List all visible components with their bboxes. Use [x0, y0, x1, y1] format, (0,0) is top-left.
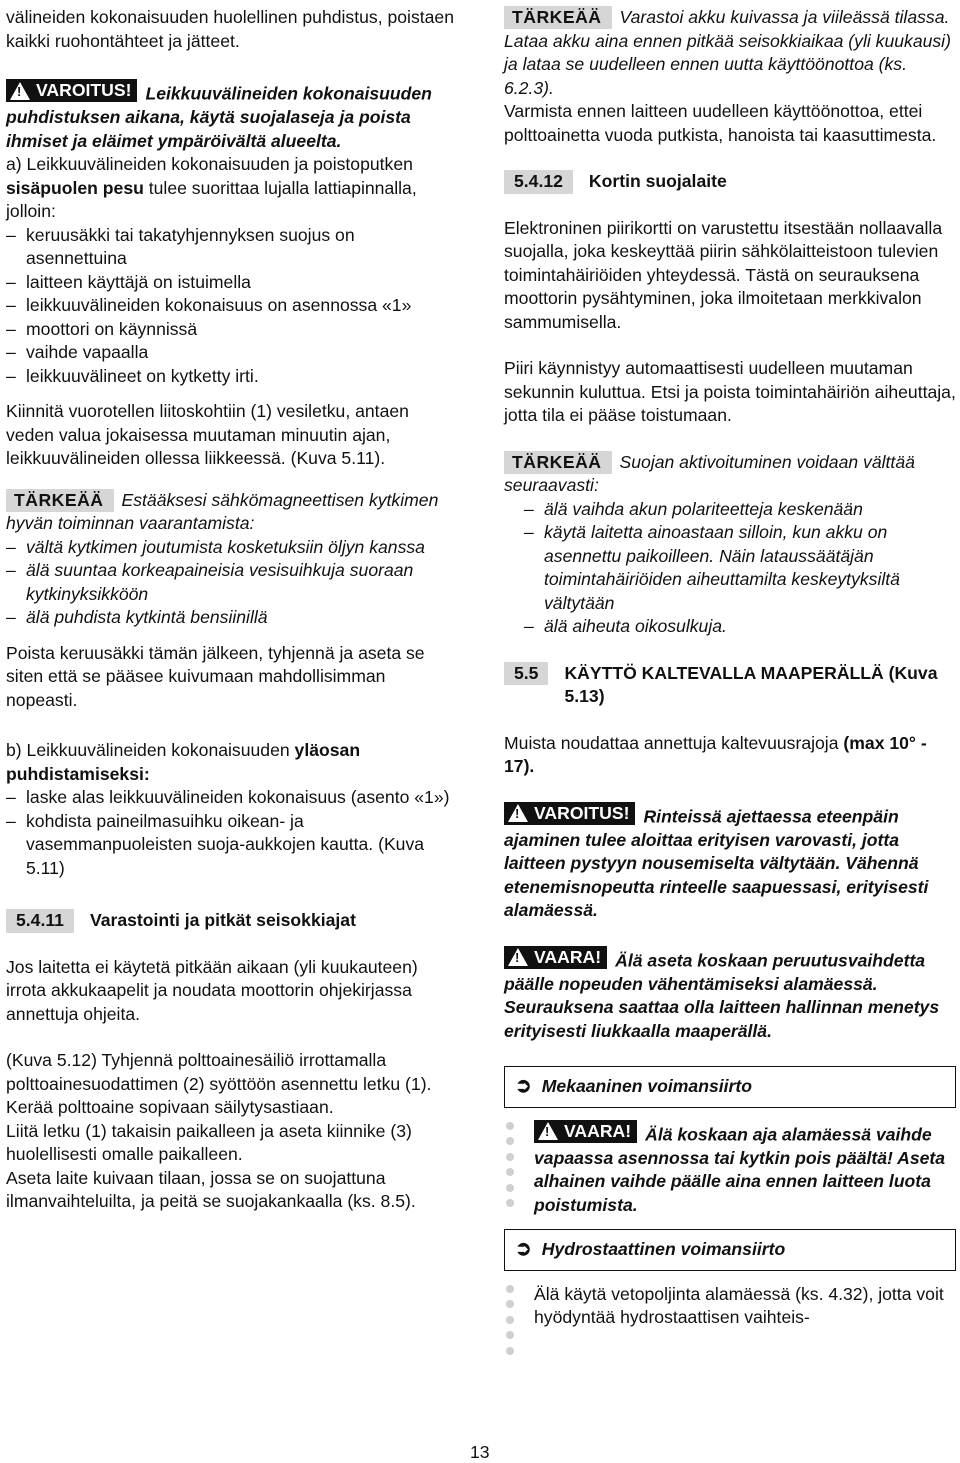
hose-paragraph: Kiinnitä vuorotellen liitoskohtiin (1) vesiletku, antaen veden valua jokaisessa muutaman minuutin ajan, leikkuuvälineiden ollessa liikkeessä. (Kuva 5.11). — [6, 401, 409, 468]
list-item: – vaihde vapaalla — [6, 342, 149, 362]
danger-block-1: ! VAARA! Älä aseta koskaan peruutusvaihdetta päälle nopeuden vähentämiseksi alamäessä. Seurauksena saattaa olla laitteen hallinnan menetys erityisesti liukkaalla maaperällä. — [504, 946, 940, 1041]
section-title: Varastointi ja pitkät seisokkiajat — [89, 910, 356, 930]
list-item: – leikkuuvälineet on kytketty irti. — [6, 365, 259, 386]
important-badge: TÄRKEÄÄ — [504, 6, 612, 29]
section-heading-5-5 — [504, 662, 956, 709]
margin-dots — [504, 1283, 534, 1363]
important-list-1 — [6, 536, 456, 630]
list-item: – laitteen käyttäjä on istuimella — [6, 271, 251, 292]
card-paragraph-1: Elektroninen piirikortti on varustettu itsestään nollaavalla suojalla, joka keskeyttää piirin sähkölaitteistoon tulevien toimintahäiriöiden yhteydessä. Tästä on seurauksena moottorin pysähtyminen, joka ilmoitetaan merkkivalon sammumisella. — [504, 217, 943, 332]
right-column — [504, 6, 956, 1362]
section-title: Kortin suojalaite — [588, 171, 727, 191]
list-item: – moottori on käynnissä — [6, 318, 198, 339]
check-paragraph: Varmista ennen laitteen uudelleen käyttöönottoa, ettei polttoainetta vuoda putkista, hanoista tai kaasuttimesta. — [504, 101, 937, 145]
list-item: – leikkuuvälineiden kokonaisuus on asennossa «1» — [6, 295, 412, 315]
section-b-intro: b) Leikkuuvälineiden kokonaisuuden yläosan puhdistamiseksi: — [6, 740, 361, 784]
storage-paragraph-2: (Kuva 5.12) Tyhjennä polttoainesäiliö irrottamalla polttoainesuodattimen (2) syöttöön asennettu letku (1). Kerää polttoaine sopivaan säilytysastiaan. — [6, 1050, 432, 1117]
warning-triangle-icon: ! — [538, 1122, 558, 1140]
section-number: 5.5 — [504, 662, 548, 686]
hydrostatic-transmission-box: ➲ Hydrostaattinen voimansiirto — [504, 1229, 956, 1271]
section-heading-5-4-12 — [504, 170, 956, 194]
card-paragraph-2: Piiri käynnistyy automaattisesti uudelleen muutaman sekunnin kuluttua. Etsi ja poista toimintahäiriön aiheuttaja, jotta tila ei pääse toistumaan. — [504, 358, 956, 425]
mechanical-transmission-box: ➲ Mekaaninen voimansiirto — [504, 1066, 956, 1108]
section-number: 5.4.12 — [504, 170, 573, 194]
important-block-3: TÄRKEÄÄ Suojan aktivoituminen voidaan välttää seuraavasti: — [504, 451, 915, 495]
page-number: 13 — [470, 1442, 490, 1462]
warning-badge: ! VAROITUS! — [504, 802, 635, 825]
section-b-list — [6, 786, 456, 880]
storage-paragraph-1: Jos laitetta ei käytetä pitkään aikaan (yli kuukauteen) irrota akkukaapelit ja noudata moottorin ohjekirjassa annettuja ohjeita. — [6, 956, 418, 1024]
section-heading-5-4-11 — [6, 909, 456, 933]
warning-block-2: ! VAROITUS! Rinteissä ajettaessa eteenpäin ajaminen tulee aloittaa erityisen varovasti, jotta laitteen pystyyn nousemiselta vältytään. Vähennä etenemisnopeutta rinteelle saapuessasi, erityisesti alamäessä. — [504, 802, 929, 920]
warning-block: ! VAROITUS! Leikkuuvälineiden kokonaisuuden puhdistuksen aikana, käytä suojalaseja ja poista ihmiset ja eläimet ympäröivältä alueelta. — [6, 80, 432, 151]
section-title: KÄYTTÖ KALTEVALLA MAAPERÄLLÄ (Kuva 5.13) — [564, 662, 938, 706]
warning-triangle-icon: ! — [10, 82, 30, 100]
warning-triangle-icon: ! — [508, 948, 528, 966]
list-item: – laske alas leikkuuvälineiden kokonaisuus (asento «1») — [6, 787, 450, 807]
list-item: – käytä laitetta ainoastaan silloin, kun akku on asennettu paikoilleen. Näin lataussäätäjän toimintahäiriöiden aiheuttamilta keskeytyksiltä vältytään — [524, 522, 900, 613]
list-item: – älä suuntaa korkeapaineisia vesisuihkuja suoraan kytkinyksikköön — [6, 560, 414, 604]
important-block-1: TÄRKEÄÄ Estääksesi sähkömagneettisen kytkimen hyvän toiminnan vaarantamista: — [6, 489, 439, 533]
danger-block-2: ! VAARA! Älä koskaan aja alamäessä vaihde vapaassa asennossa tai kytkin pois päältä! Aseta alhainen vaihde päälle aina ennen laitteen luota poistumista. — [504, 1120, 956, 1218]
arrow-right-icon: ➲ — [515, 1238, 532, 1260]
hydro-paragraph: Älä käytä vetopoljinta alamäessä (ks. 4.32), jotta voit hyödyntää hydrostaattisen vaihteis- — [504, 1283, 956, 1363]
important-list-3 — [504, 498, 956, 639]
slope-paragraph: Muista noudattaa annettuja kaltevuusrajoja (max 10° - 17). — [504, 732, 927, 776]
list-item: – kohdista paineilmasuihku oikean- ja vasemmanpuoleisten suoja-aukkojen kautta. (Kuva 5.11) — [6, 810, 425, 878]
list-item: – älä puhdista kytkintä bensiinillä — [6, 607, 268, 627]
storage-paragraph-4: Aseta laite kuivaan tilaan, jossa se on suojattuna ilmanvaihteluilta, ja peitä se suojakankaalla (ks. 8.5). — [6, 1167, 416, 1211]
list-item: – älä vaihda akun polariteetteja keskenään — [524, 498, 863, 519]
important-block-2: TÄRKEÄÄ Varastoi akku kuivassa ja viileässä tilassa. Lataa akku aina ennen pitkää seisokkiaikaa (yli kuukausi) ja lataa se uudelleen ennen uutta käyttöönottoa (ks. 6.2.3). — [504, 7, 951, 98]
danger-badge: ! VAARA! — [504, 946, 607, 969]
list-item: – keruusäkki tai takatyhjennyksen suojus on asennettuina — [6, 224, 355, 268]
left-column — [6, 6, 456, 1214]
storage-paragraph-3: Liitä letku (1) takaisin paikalleen ja aseta kiinnike (3) huolellisesti omalle paikalleen. — [6, 1120, 412, 1164]
margin-dots — [504, 1120, 534, 1218]
danger-badge: ! VAARA! — [534, 1120, 637, 1143]
section-a-list — [6, 224, 456, 389]
section-a-intro: a) Leikkuuvälineiden kokonaisuuden ja poistoputken sisäpuolen pesu tulee suorittaa lujalla lattiapinnalla, jolloin: — [6, 154, 417, 221]
bag-paragraph: Poista keruusäkki tämän jälkeen, tyhjennä ja aseta se siten että se pääsee kuivumaan mahdollisimman nopeasti. — [6, 642, 425, 710]
important-badge: TÄRKEÄÄ — [6, 489, 114, 512]
warning-triangle-icon: ! — [508, 804, 528, 822]
warning-badge: ! VAROITUS! — [6, 79, 137, 102]
list-item: – vältä kytkimen joutumista kosketuksiin öljyn kanssa — [6, 536, 425, 557]
section-number: 5.4.11 — [6, 909, 74, 933]
arrow-right-icon: ➲ — [515, 1075, 532, 1097]
list-item: – älä aiheuta oikosulkuja. — [524, 616, 727, 636]
important-badge: TÄRKEÄÄ — [504, 451, 612, 474]
intro-paragraph: välineiden kokonaisuuden huolellinen puhdistus, poistaen kaikki ruohontähteet ja jätteet. — [6, 7, 454, 51]
